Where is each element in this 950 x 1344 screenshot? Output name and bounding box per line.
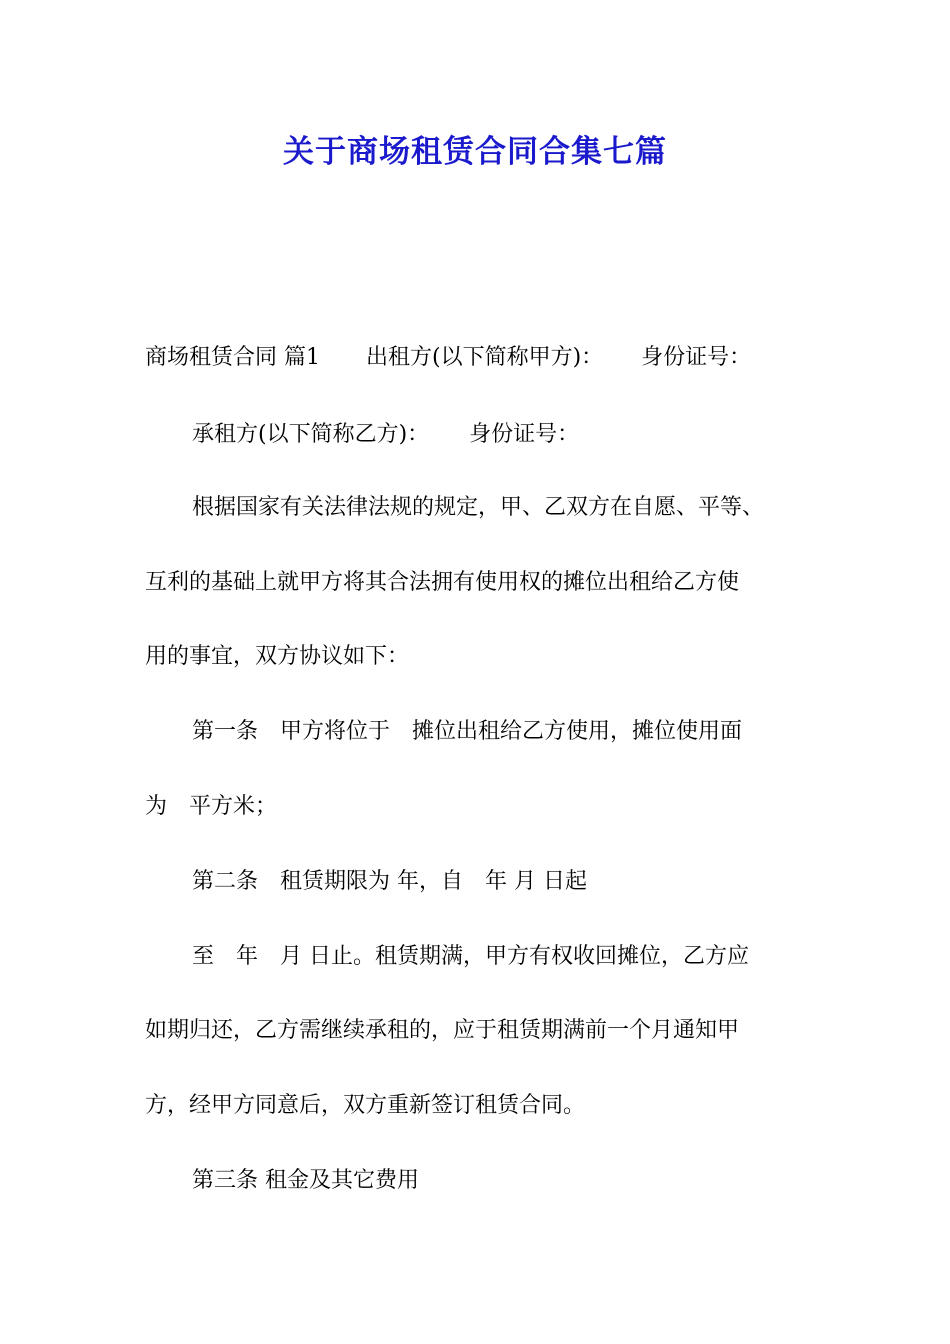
lessor-label: 出租方(以下简称甲方)：	[366, 345, 604, 370]
lessor-id-label: 身份证号：	[641, 345, 752, 370]
article2-line-3: 如期归还，乙方需继续承租的，应于租赁期满前一个月通知甲	[145, 1018, 740, 1043]
article3-heading: 第三条 租金及其它费用	[192, 1168, 419, 1193]
intro-line-1: 根据国家有关法律法规的规定，甲、乙双方在自愿、平等、	[192, 495, 765, 520]
lessee-line	[192, 417, 579, 453]
intro-line-2: 互利的基础上就甲方将其合法拥有使用权的摊位出租给乙方使	[145, 570, 740, 595]
article1-line-2: 为 平方米；	[145, 794, 278, 819]
article1-line-1: 第一条 甲方将位于 摊位出租给乙方使用，摊位使用面	[192, 719, 743, 744]
document-title: 关于商场租赁合同合集七篇	[283, 134, 667, 170]
article2-line-2: 至 年 月 日止。租赁期满，甲方有权收回摊位，乙方应	[192, 944, 749, 969]
contract-section-label: 商场租赁合同 篇1	[145, 345, 320, 370]
lessee-label: 承租方(以下简称乙方)：	[192, 422, 430, 447]
article2-line-4: 方，经甲方同意后，双方重新签订租赁合同。	[145, 1093, 586, 1118]
intro-line-3: 用的事宜，双方协议如下：	[145, 644, 410, 669]
article2-line-1: 第二条 租赁期限为 年，自 年 月 日起	[192, 869, 587, 894]
header-line	[145, 340, 751, 376]
lessee-id-label: 身份证号：	[469, 422, 580, 447]
